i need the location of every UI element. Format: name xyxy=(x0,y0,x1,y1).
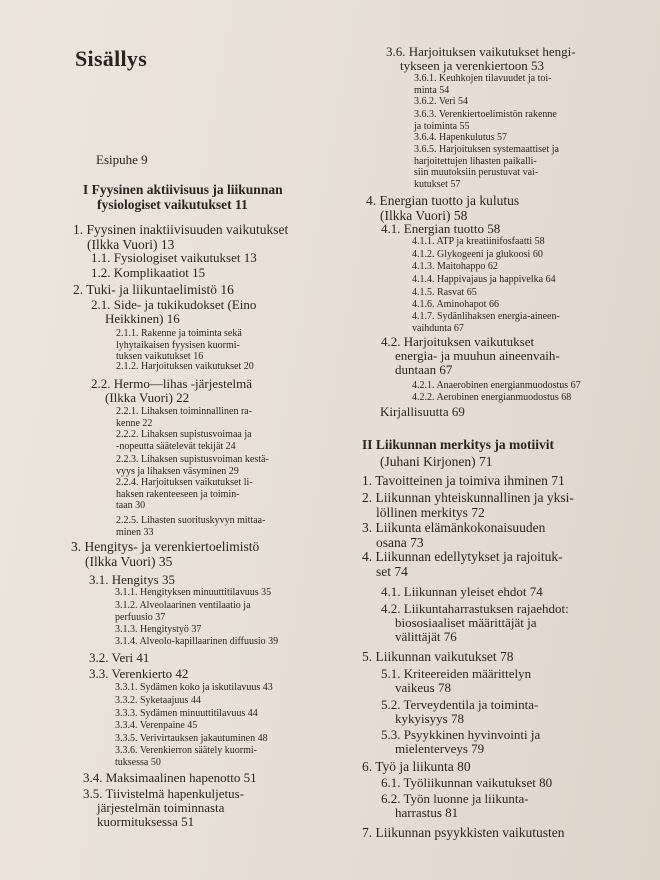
toc-entry-line: 3.6.2. Veri 54 xyxy=(414,96,468,107)
toc-entry-line: 4.2. Liikuntaharrastuksen rajaehdot: xyxy=(381,601,569,616)
toc-entry-line: 4.2.2. Aerobinen energianmuodostus 68 xyxy=(412,392,572,403)
toc-entry-line: (Juhani Kirjonen) 71 xyxy=(380,454,493,469)
toc-entry-line: välittäjät 76 xyxy=(395,629,457,644)
toc-entry-line: 4.1.3. Maitohappo 62 xyxy=(412,261,498,272)
toc-entry-line: 3.3.6. Verenkierron säätely kuormi- xyxy=(115,745,257,756)
toc-entry-line: 4.1. Energian tuotto 58 xyxy=(381,221,501,236)
toc-entry-line: 5. Liikunnan vaikutukset 78 xyxy=(362,649,514,664)
toc-entry-line: (Ilkka Vuori) 13 xyxy=(87,236,175,252)
toc-entry-line: 3.6.5. Harjoituksen systemaattiset ja xyxy=(414,144,559,155)
toc-entry-line: kenne 22 xyxy=(116,417,153,429)
toc-entry-line: vaihdunta 67 xyxy=(412,322,464,334)
toc-entry-line: duntaan 67 xyxy=(395,362,453,377)
toc-entry-line: 1. Fyysinen inaktiivisuuden vaikutukset xyxy=(73,222,289,237)
toc-entry-line: minen 33 xyxy=(116,526,154,538)
toc-entry-line: järjestelmän toiminnasta xyxy=(97,800,225,815)
toc-entry-line: ja toiminta 55 xyxy=(414,120,470,132)
toc-entry-line: tuksessa 50 xyxy=(115,756,161,768)
toc-entry-line: 3.3.5. Verivirtauksen jakautuminen 48 xyxy=(115,733,268,744)
toc-entry-line: 2.2.2. Lihaksen supistusvoimaa ja xyxy=(116,429,252,440)
toc-entry-line: 1. Tavoitteinen ja toimiva ihminen 71 xyxy=(362,473,565,488)
toc-entry-line: 3. Hengitys- ja verenkiertoelimistö xyxy=(71,539,260,554)
toc-entry-line: 6. Työ ja liikunta 80 xyxy=(362,759,471,774)
toc-entry-line: 2.2.3. Lihaksen supistusvoiman kestä- xyxy=(116,454,269,465)
toc-entry-line: osana 73 xyxy=(376,534,424,550)
toc-entry-line: 3.3. Verenkierto 42 xyxy=(89,666,189,681)
toc-entry-line: 4.1.2. Glykogeeni ja glukoosi 60 xyxy=(412,249,543,260)
page-title: Sisällys xyxy=(75,46,148,71)
toc-entry-line: 4. Energian tuotto ja kulutus xyxy=(366,193,520,208)
toc-entry-line: kuormituksessa 51 xyxy=(97,814,195,829)
toc-entry-line: 2.2.1. Lihaksen toiminnallinen ra- xyxy=(116,406,253,417)
toc-entry-line: Heikkinen) 16 xyxy=(105,311,180,326)
toc-entry-line: 3.1.4. Alveolo-kapillaarinen diffuusio 39 xyxy=(115,636,279,647)
toc-entry-line: (Ilkka Vuori) 22 xyxy=(105,390,190,405)
toc-entry-line: set 74 xyxy=(376,563,408,579)
toc-entry-line: 4.1.6. Aminohapot 66 xyxy=(412,299,499,310)
toc-entry-line: 3.3.1. Sydämen koko ja iskutilavuus 43 xyxy=(115,682,273,693)
toc-entry-line: energia- ja muuhun aineenvaih- xyxy=(395,348,560,363)
toc-entry-line: 6.2. Työn luonne ja liikunta- xyxy=(381,791,529,806)
toc-entry-line: lyhytaikaisen fyysisen kuormi- xyxy=(116,339,240,351)
toc-entry-line: 2. Tuki- ja liikuntaelimistö 16 xyxy=(73,282,234,297)
toc-entry-line: kutukset 57 xyxy=(414,178,461,190)
toc-entry-line: 4.1.5. Rasvat 65 xyxy=(412,287,477,298)
toc-entry-line: I Fyysinen aktiivisuus ja liikunnan xyxy=(83,182,283,197)
toc-entry-line: 3.3.2. Syketaajuus 44 xyxy=(115,695,201,706)
toc-entry-line: tykseen ja verenkiertoon 53 xyxy=(400,58,545,73)
toc-entry-line: 4.1.1. ATP ja kreatiinifosfaatti 58 xyxy=(412,236,545,247)
toc-entry-line: 5.2. Terveydentila ja toiminta- xyxy=(381,697,539,712)
toc-entry-line: (Ilkka Vuori) 35 xyxy=(85,553,173,569)
toc-entry-line: siin muutoksiin perustuvat vai- xyxy=(414,167,539,178)
toc-entry-line: 3.6.1. Keuhkojen tilavuudet ja toi- xyxy=(414,73,552,84)
toc-entry-line: -nopeutta säätelevät tekijät 24 xyxy=(116,440,236,452)
toc-entry-line: 2.1.2. Harjoituksen vaikutukset 20 xyxy=(116,361,254,372)
toc-entry-line: 2. Liikunnan yhteiskunnallinen ja yksi- xyxy=(362,490,574,505)
toc-entry-line: 3.3.3. Sydämen minuuttitilavuus 44 xyxy=(115,708,258,719)
toc-entry-line: haksen rakenteeseen ja toimin- xyxy=(116,488,240,500)
toc-entry-line: 2.2.4. Harjoituksen vaikutukset li- xyxy=(116,477,253,488)
toc-entry-line: taan 30 xyxy=(116,500,146,511)
toc-entry-line: 3.1.2. Alveolaarinen ventilaatio ja xyxy=(115,600,251,611)
toc-entry-line: 4.2. Harjoituksen vaikutukset xyxy=(381,334,535,349)
toc-entry-line: 2.2.5. Lihasten suorituskyvyn mittaa- xyxy=(116,515,266,526)
toc-entry-line: 4.1. Liikunnan yleiset ehdot 74 xyxy=(381,584,543,599)
toc-entry-line: 4.2.1. Anaerobinen energianmuodostus 67 xyxy=(412,380,581,391)
toc-entry-line: minta 54 xyxy=(414,84,450,96)
toc-entry-line: 6.1. Työliikunnan vaikutukset 80 xyxy=(381,775,553,790)
toc-entry-line: biososiaaliset määrittäjät ja xyxy=(395,615,537,630)
toc-entry-line: 2.2. Hermo—lihas -järjestelmä xyxy=(91,376,253,391)
toc-entry-line: harrastus 81 xyxy=(395,805,459,820)
toc-entry-line: II Liikunnan merkitys ja motiivit xyxy=(362,437,555,452)
toc-entry-line: (Ilkka Vuori) 58 xyxy=(380,207,468,223)
toc-entry-line: 7. Liikunnan psyykkisten vaikutusten xyxy=(362,825,565,840)
toc-entry-line: 2.1. Side- ja tukikudokset (Eino xyxy=(91,297,257,312)
toc-entry-line: vaikeus 78 xyxy=(395,680,451,695)
toc-entry-line: mielenterveys 79 xyxy=(395,741,485,756)
toc-entry-line: 3.1. Hengitys 35 xyxy=(89,572,175,587)
toc-entry-line: 5.1. Kriteereiden määrittelyn xyxy=(381,666,532,681)
toc-entry-line: 3. Liikunta elämänkokonaisuuden xyxy=(362,520,546,535)
toc-entry-line: 3.2. Veri 41 xyxy=(89,650,150,665)
toc-entry-line: 3.4. Maksimaalinen hapenotto 51 xyxy=(83,770,257,785)
toc-entry-line: kykyisyys 78 xyxy=(395,711,464,726)
toc-entry-line: Esipuhe 9 xyxy=(96,152,148,167)
toc-entry-line: 2.1.1. Rakenne ja toiminta sekä xyxy=(116,328,242,339)
toc-entry-line: 3.1.1. Hengityksen minuuttitilavuus 35 xyxy=(115,587,272,598)
toc-entry-line: Kirjallisuutta 69 xyxy=(380,404,465,419)
toc-entry-line: perfuusio 37 xyxy=(115,611,166,623)
toc-entry-line: 5.3. Psyykkinen hyvinvointi ja xyxy=(381,727,541,742)
toc-entry-line: 4. Liikunnan edellytykset ja rajoituk- xyxy=(362,549,563,564)
toc-entry-line: tuksen vaikutukset 16 xyxy=(116,351,204,362)
toc-entry-line: fysiologiset vaikutukset 11 xyxy=(97,196,248,212)
toc-entry-line: 3.5. Tiivistelmä hapenkuljetus- xyxy=(83,786,245,801)
toc-entry-line: 1.1. Fysiologiset vaikutukset 13 xyxy=(91,250,257,265)
toc-entry-line: löllinen merkitys 72 xyxy=(376,504,485,520)
toc-entry-line: 3.6. Harjoituksen vaikutukset hengi- xyxy=(386,44,576,59)
toc-entry-line: 3.3.4. Verenpaine 45 xyxy=(115,720,198,731)
toc-entry-line: 3.6.3. Verenkiertoelimistön rakenne xyxy=(414,109,557,120)
toc-entry-line: 3.1.3. Hengitystyö 37 xyxy=(115,624,202,635)
toc-entry-line: 3.6.4. Hapenkulutus 57 xyxy=(414,132,508,143)
toc-entry-line: 4.1.4. Happivajaus ja happivelka 64 xyxy=(412,274,556,285)
toc-entry-line: vyys ja lihaksen väsyminen 29 xyxy=(116,465,239,477)
toc-entry-line: harjoitettujen lihasten paikalli- xyxy=(414,155,537,167)
toc-entry-line: 4.1.7. Sydänlihaksen energia-aineen- xyxy=(412,311,560,322)
toc-entry-line: 1.2. Komplikaatiot 15 xyxy=(91,265,206,280)
